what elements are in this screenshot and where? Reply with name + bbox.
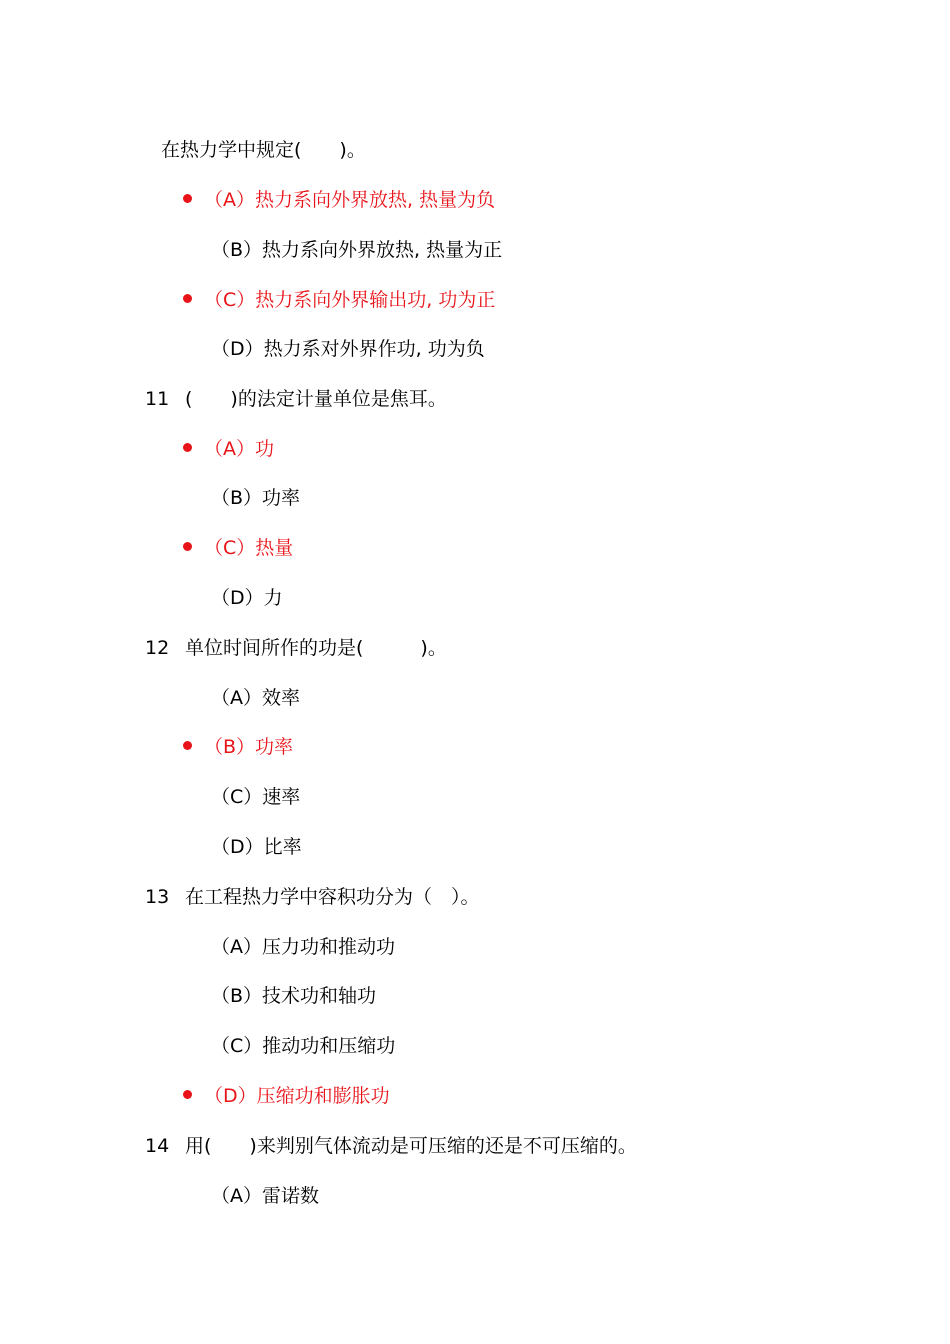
bullet-icon <box>183 542 192 551</box>
bullet-icon <box>183 1090 192 1099</box>
option-correct: （A）功 <box>183 436 274 462</box>
option-correct: （C）热量 <box>183 535 293 561</box>
option: （B）热力系向外界放热, 热量为正 <box>211 239 503 261</box>
option: （A）压力功和推动功 <box>211 936 395 958</box>
question-text: 在热力学中规定( )。 <box>161 139 366 161</box>
bullet-icon <box>183 443 192 452</box>
option-correct: （A）热力系向外界放热, 热量为负 <box>183 187 495 213</box>
option: （B）技术功和轴功 <box>211 985 377 1007</box>
option-correct: （B）功率 <box>183 734 293 760</box>
question-number: 12 <box>145 637 170 659</box>
question-text: 11 ( )的法定计量单位是焦耳。 <box>145 388 447 410</box>
option: （D）热力系对外界作功, 功为负 <box>211 338 485 360</box>
bullet-icon <box>183 741 192 750</box>
option-correct: （C）热力系向外界输出功, 功为正 <box>183 287 495 313</box>
option: （D）比率 <box>211 836 302 858</box>
question-number: 14 <box>145 1135 170 1157</box>
option: （A）效率 <box>211 687 300 709</box>
option: （D）力 <box>211 587 283 609</box>
question-number: 11 <box>145 388 170 410</box>
question-text: 14 用( )来判别气体流动是可压缩的还是不可压缩的。 <box>145 1135 637 1157</box>
option-correct: （D）压缩功和膨胀功 <box>183 1083 390 1109</box>
option: （C）推动功和压缩功 <box>211 1035 396 1057</box>
option: （A）雷诺数 <box>211 1185 319 1207</box>
option: （C）速率 <box>211 786 301 808</box>
bullet-icon <box>183 194 192 203</box>
question-text: 12 单位时间所作的功是( )。 <box>145 637 447 659</box>
question-text: 13 在工程热力学中容积功分为（ ）。 <box>145 886 480 908</box>
question-number: 13 <box>145 886 170 908</box>
option: （B）功率 <box>211 487 301 509</box>
bullet-icon <box>183 294 192 303</box>
